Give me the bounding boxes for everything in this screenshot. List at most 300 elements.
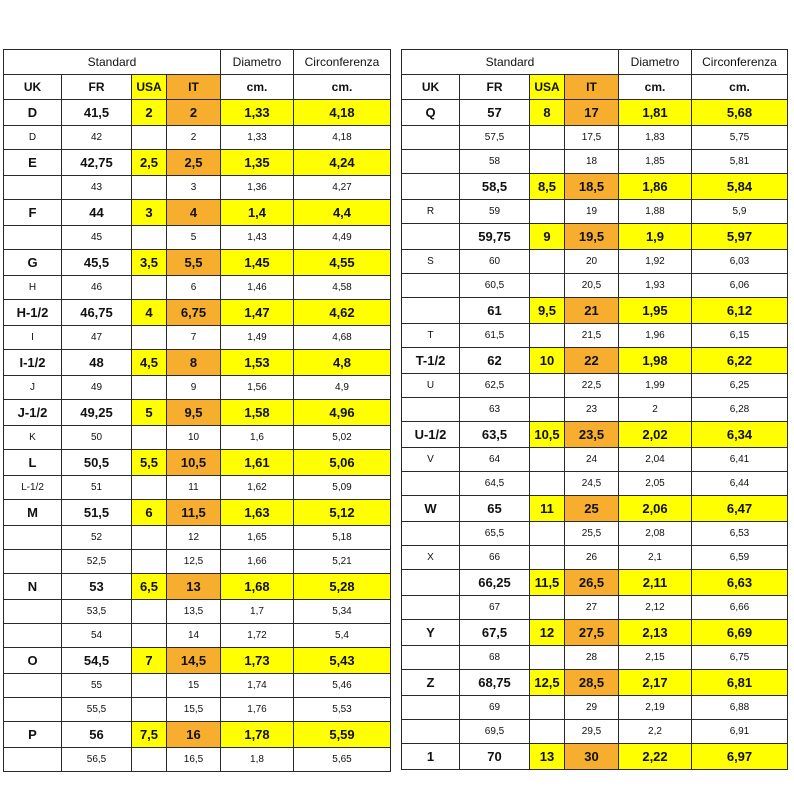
usa-cell <box>132 748 167 772</box>
circonferenza-cell: 6,44 <box>692 472 788 496</box>
diametro-cell: 1,4 <box>221 200 294 226</box>
diametro-cell: 1,43 <box>221 226 294 250</box>
table-row <box>402 324 788 348</box>
diametro-cell: 1,63 <box>221 500 294 526</box>
circonferenza-unit-header: cm. <box>294 75 391 100</box>
table-row <box>402 200 788 224</box>
usa-cell <box>132 426 167 450</box>
table-row <box>4 600 391 624</box>
diametro-cell: 2,06 <box>619 496 692 522</box>
uk-cell: P <box>4 722 62 748</box>
circonferenza-cell: 6,81 <box>692 670 788 696</box>
diametro-cell: 1,93 <box>619 274 692 298</box>
table-row <box>402 570 788 596</box>
table-row <box>4 376 391 400</box>
it-cell: 20,5 <box>565 274 619 298</box>
fr-cell: 53,5 <box>62 600 132 624</box>
it-cell: 5,5 <box>167 250 221 276</box>
circonferenza-cell: 4,18 <box>294 100 391 126</box>
uk-cell <box>402 298 460 324</box>
circonferenza-cell: 4,27 <box>294 176 391 200</box>
table-row <box>402 250 788 274</box>
fr-cell: 53 <box>62 574 132 600</box>
fr-cell: 64 <box>460 448 530 472</box>
fr-cell: 60 <box>460 250 530 274</box>
usa-cell <box>132 550 167 574</box>
circonferenza-cell: 6,59 <box>692 546 788 570</box>
uk-cell: V <box>402 448 460 472</box>
circonferenza-cell: 6,69 <box>692 620 788 646</box>
it-cell: 28,5 <box>565 670 619 696</box>
fr-cell: 65,5 <box>460 522 530 546</box>
usa-cell <box>530 696 565 720</box>
fr-cell: 51 <box>62 476 132 500</box>
it-cell: 15 <box>167 674 221 698</box>
fr-cell: 57 <box>460 100 530 126</box>
uk-cell <box>402 596 460 620</box>
it-cell: 18,5 <box>565 174 619 200</box>
uk-cell: H <box>4 276 62 300</box>
usa-cell: 3 <box>132 200 167 226</box>
fr-cell: 49 <box>62 376 132 400</box>
diametro-cell: 1,6 <box>221 426 294 450</box>
uk-cell: M <box>4 500 62 526</box>
circonferenza-cell: 6,91 <box>692 720 788 744</box>
circonferenza-cell: 4,68 <box>294 326 391 350</box>
table-row <box>4 100 391 126</box>
circonferenza-cell: 4,4 <box>294 200 391 226</box>
header-row-columns <box>402 75 788 100</box>
circonferenza-cell: 6,47 <box>692 496 788 522</box>
circonferenza-cell: 6,97 <box>692 744 788 770</box>
uk-cell: O <box>4 648 62 674</box>
table-row <box>402 596 788 620</box>
diametro-header: Diametro <box>619 50 692 75</box>
usa-cell <box>530 324 565 348</box>
diametro-cell: 1,33 <box>221 100 294 126</box>
it-cell: 17 <box>565 100 619 126</box>
usa-cell: 6 <box>132 500 167 526</box>
uk-cell: H-1/2 <box>4 300 62 326</box>
uk-cell <box>4 624 62 648</box>
usa-cell: 13 <box>530 744 565 770</box>
it-cell: 17,5 <box>565 126 619 150</box>
it-cell: 21 <box>565 298 619 324</box>
usa-cell: 11,5 <box>530 570 565 596</box>
diametro-cell: 1,74 <box>221 674 294 698</box>
table-row <box>402 174 788 200</box>
diametro-cell: 1,47 <box>221 300 294 326</box>
circonferenza-cell: 5,84 <box>692 174 788 200</box>
table-row <box>402 720 788 744</box>
usa-cell <box>530 472 565 496</box>
fr-cell: 47 <box>62 326 132 350</box>
usa-cell <box>132 126 167 150</box>
circonferenza-cell: 4,96 <box>294 400 391 426</box>
fr-column-header: FR <box>460 75 530 100</box>
it-cell: 22 <box>565 348 619 374</box>
usa-cell <box>530 546 565 570</box>
ring-size-table-left <box>3 49 391 772</box>
usa-cell <box>132 600 167 624</box>
circonferenza-unit-header: cm. <box>692 75 788 100</box>
fr-cell: 63,5 <box>460 422 530 448</box>
usa-cell <box>530 596 565 620</box>
it-cell: 2 <box>167 126 221 150</box>
uk-cell: G <box>4 250 62 276</box>
usa-cell: 9 <box>530 224 565 250</box>
circonferenza-cell: 5,34 <box>294 600 391 624</box>
fr-cell: 51,5 <box>62 500 132 526</box>
uk-cell <box>4 526 62 550</box>
fr-cell: 58 <box>460 150 530 174</box>
it-cell: 8 <box>167 350 221 376</box>
uk-cell: J <box>4 376 62 400</box>
uk-cell <box>402 274 460 298</box>
uk-cell: K <box>4 426 62 450</box>
uk-cell <box>4 600 62 624</box>
uk-cell <box>4 176 62 200</box>
uk-cell: Y <box>402 620 460 646</box>
standard-header: Standard <box>4 50 221 75</box>
fr-cell: 59 <box>460 200 530 224</box>
diametro-cell: 1,92 <box>619 250 692 274</box>
uk-cell: U-1/2 <box>402 422 460 448</box>
diametro-cell: 1,45 <box>221 250 294 276</box>
fr-cell: 54 <box>62 624 132 648</box>
circonferenza-cell: 6,12 <box>692 298 788 324</box>
circonferenza-cell: 5,02 <box>294 426 391 450</box>
table-row <box>402 620 788 646</box>
circonferenza-cell: 4,55 <box>294 250 391 276</box>
fr-cell: 59,75 <box>460 224 530 250</box>
table-row <box>402 522 788 546</box>
diametro-cell: 1,96 <box>619 324 692 348</box>
diametro-cell: 2,05 <box>619 472 692 496</box>
circonferenza-cell: 5,65 <box>294 748 391 772</box>
fr-cell: 61 <box>460 298 530 324</box>
circonferenza-cell: 5,75 <box>692 126 788 150</box>
header-row-group <box>4 50 391 75</box>
it-cell: 19,5 <box>565 224 619 250</box>
diametro-cell: 1,78 <box>221 722 294 748</box>
it-cell: 7 <box>167 326 221 350</box>
table-row <box>4 476 391 500</box>
uk-cell <box>402 224 460 250</box>
diametro-cell: 2,13 <box>619 620 692 646</box>
uk-cell: L-1/2 <box>4 476 62 500</box>
it-cell: 27,5 <box>565 620 619 646</box>
table-row <box>4 226 391 250</box>
diametro-cell: 2,17 <box>619 670 692 696</box>
uk-cell <box>402 646 460 670</box>
fr-cell: 64,5 <box>460 472 530 496</box>
usa-cell: 8 <box>530 100 565 126</box>
it-cell: 14 <box>167 624 221 648</box>
it-cell: 9 <box>167 376 221 400</box>
usa-cell: 4,5 <box>132 350 167 376</box>
circonferenza-cell: 6,06 <box>692 274 788 298</box>
uk-cell: T <box>402 324 460 348</box>
usa-cell <box>530 720 565 744</box>
it-cell: 19 <box>565 200 619 224</box>
usa-cell: 4 <box>132 300 167 326</box>
it-cell: 25 <box>565 496 619 522</box>
it-cell: 25,5 <box>565 522 619 546</box>
table-row <box>4 698 391 722</box>
table-row <box>4 748 391 772</box>
it-cell: 16,5 <box>167 748 221 772</box>
table-row <box>4 126 391 150</box>
header-row-group <box>402 50 788 75</box>
usa-cell: 10 <box>530 348 565 374</box>
circonferenza-cell: 5,53 <box>294 698 391 722</box>
diametro-cell: 2,2 <box>619 720 692 744</box>
diametro-cell: 2,22 <box>619 744 692 770</box>
circonferenza-cell: 6,53 <box>692 522 788 546</box>
circonferenza-cell: 6,63 <box>692 570 788 596</box>
fr-cell: 50 <box>62 426 132 450</box>
circonferenza-cell: 5,59 <box>294 722 391 748</box>
circonferenza-cell: 5,06 <box>294 450 391 476</box>
usa-cell <box>530 374 565 398</box>
it-cell: 22,5 <box>565 374 619 398</box>
circonferenza-cell: 4,58 <box>294 276 391 300</box>
it-cell: 12,5 <box>167 550 221 574</box>
table-row <box>4 624 391 648</box>
table-row <box>4 426 391 450</box>
uk-cell: W <box>402 496 460 522</box>
uk-cell: 1 <box>402 744 460 770</box>
usa-cell <box>132 674 167 698</box>
uk-cell: L <box>4 450 62 476</box>
circonferenza-cell: 5,09 <box>294 476 391 500</box>
usa-cell <box>530 250 565 274</box>
table-row <box>4 326 391 350</box>
diametro-cell: 1,86 <box>619 174 692 200</box>
fr-cell: 49,25 <box>62 400 132 426</box>
diametro-unit-header: cm. <box>619 75 692 100</box>
circonferenza-cell: 4,8 <box>294 350 391 376</box>
uk-cell <box>402 126 460 150</box>
fr-cell: 67 <box>460 596 530 620</box>
it-cell: 11,5 <box>167 500 221 526</box>
diametro-cell: 1,58 <box>221 400 294 426</box>
usa-cell: 7,5 <box>132 722 167 748</box>
diametro-cell: 1,88 <box>619 200 692 224</box>
diametro-cell: 1,61 <box>221 450 294 476</box>
table-row <box>402 150 788 174</box>
diametro-cell: 1,56 <box>221 376 294 400</box>
diametro-header: Diametro <box>221 50 294 75</box>
usa-cell <box>132 376 167 400</box>
diametro-cell: 2,12 <box>619 596 692 620</box>
usa-cell <box>530 274 565 298</box>
usa-cell <box>132 326 167 350</box>
fr-cell: 62,5 <box>460 374 530 398</box>
circonferenza-cell: 5,9 <box>692 200 788 224</box>
fr-cell: 46,75 <box>62 300 132 326</box>
uk-column-header: UK <box>4 75 62 100</box>
header-row-columns <box>4 75 391 100</box>
uk-cell: S <box>402 250 460 274</box>
table-row <box>4 648 391 674</box>
table-row <box>402 274 788 298</box>
fr-cell: 55 <box>62 674 132 698</box>
it-cell: 20 <box>565 250 619 274</box>
circonferenza-cell: 5,4 <box>294 624 391 648</box>
diametro-cell: 1,68 <box>221 574 294 600</box>
diametro-cell: 2 <box>619 398 692 422</box>
fr-cell: 67,5 <box>460 620 530 646</box>
usa-cell <box>530 126 565 150</box>
uk-cell <box>4 226 62 250</box>
usa-cell <box>132 226 167 250</box>
it-cell: 27 <box>565 596 619 620</box>
it-cell: 11 <box>167 476 221 500</box>
fr-cell: 48 <box>62 350 132 376</box>
diametro-cell: 2,1 <box>619 546 692 570</box>
usa-cell <box>530 398 565 422</box>
fr-cell: 70 <box>460 744 530 770</box>
table-row <box>4 276 391 300</box>
table-row <box>402 546 788 570</box>
it-cell: 10,5 <box>167 450 221 476</box>
table-row <box>4 574 391 600</box>
usa-cell <box>530 646 565 670</box>
usa-cell <box>132 276 167 300</box>
usa-cell: 5 <box>132 400 167 426</box>
table-row <box>4 176 391 200</box>
it-cell: 14,5 <box>167 648 221 674</box>
circonferenza-cell: 6,25 <box>692 374 788 398</box>
uk-cell: Z <box>402 670 460 696</box>
diametro-cell: 1,9 <box>619 224 692 250</box>
uk-cell: D <box>4 126 62 150</box>
fr-cell: 45,5 <box>62 250 132 276</box>
uk-cell: X <box>402 546 460 570</box>
circonferenza-cell: 4,18 <box>294 126 391 150</box>
it-cell: 18 <box>565 150 619 174</box>
circonferenza-cell: 4,9 <box>294 376 391 400</box>
fr-cell: 42 <box>62 126 132 150</box>
it-cell: 26 <box>565 546 619 570</box>
diametro-cell: 2,11 <box>619 570 692 596</box>
uk-cell: T-1/2 <box>402 348 460 374</box>
fr-cell: 68 <box>460 646 530 670</box>
fr-cell: 69,5 <box>460 720 530 744</box>
it-cell: 30 <box>565 744 619 770</box>
fr-cell: 66 <box>460 546 530 570</box>
usa-cell: 12 <box>530 620 565 646</box>
usa-cell: 12,5 <box>530 670 565 696</box>
circonferenza-cell: 6,03 <box>692 250 788 274</box>
uk-column-header: UK <box>402 75 460 100</box>
fr-cell: 63 <box>460 398 530 422</box>
uk-cell: I-1/2 <box>4 350 62 376</box>
table-row <box>4 526 391 550</box>
table-row <box>4 300 391 326</box>
uk-cell <box>4 674 62 698</box>
fr-cell: 68,75 <box>460 670 530 696</box>
circonferenza-cell: 5,21 <box>294 550 391 574</box>
diametro-cell: 1,83 <box>619 126 692 150</box>
diametro-cell: 1,53 <box>221 350 294 376</box>
it-column-header: IT <box>167 75 221 100</box>
standard-header: Standard <box>402 50 619 75</box>
circonferenza-cell: 4,62 <box>294 300 391 326</box>
table-row <box>402 374 788 398</box>
fr-cell: 62 <box>460 348 530 374</box>
usa-cell: 8,5 <box>530 174 565 200</box>
usa-cell: 2,5 <box>132 150 167 176</box>
uk-cell <box>4 550 62 574</box>
table-row <box>402 496 788 522</box>
it-column-header: IT <box>565 75 619 100</box>
usa-cell <box>132 176 167 200</box>
it-cell: 24,5 <box>565 472 619 496</box>
uk-cell: Q <box>402 100 460 126</box>
usa-cell <box>530 150 565 174</box>
fr-cell: 50,5 <box>62 450 132 476</box>
diametro-cell: 1,85 <box>619 150 692 174</box>
table-row <box>402 744 788 770</box>
usa-cell <box>132 698 167 722</box>
it-cell: 23 <box>565 398 619 422</box>
table-row <box>402 348 788 374</box>
table-row <box>4 500 391 526</box>
fr-cell: 41,5 <box>62 100 132 126</box>
usa-cell: 5,5 <box>132 450 167 476</box>
table-row <box>4 150 391 176</box>
it-cell: 6 <box>167 276 221 300</box>
it-cell: 2,5 <box>167 150 221 176</box>
uk-cell: D <box>4 100 62 126</box>
circonferenza-cell: 5,46 <box>294 674 391 698</box>
fr-cell: 54,5 <box>62 648 132 674</box>
circonferenza-header: Circonferenza <box>692 50 788 75</box>
fr-cell: 42,75 <box>62 150 132 176</box>
table-row <box>4 200 391 226</box>
fr-cell: 61,5 <box>460 324 530 348</box>
diametro-cell: 1,36 <box>221 176 294 200</box>
table-row <box>4 350 391 376</box>
circonferenza-cell: 5,28 <box>294 574 391 600</box>
table-row <box>4 722 391 748</box>
diametro-cell: 1,66 <box>221 550 294 574</box>
circonferenza-cell: 6,28 <box>692 398 788 422</box>
diametro-cell: 2,04 <box>619 448 692 472</box>
fr-cell: 45 <box>62 226 132 250</box>
uk-cell: R <box>402 200 460 224</box>
usa-cell <box>530 522 565 546</box>
it-cell: 12 <box>167 526 221 550</box>
table-row <box>402 224 788 250</box>
uk-cell <box>402 696 460 720</box>
it-cell: 5 <box>167 226 221 250</box>
circonferenza-cell: 5,43 <box>294 648 391 674</box>
fr-cell: 58,5 <box>460 174 530 200</box>
fr-cell: 60,5 <box>460 274 530 298</box>
usa-cell: 6,5 <box>132 574 167 600</box>
usa-column-header: USA <box>132 75 167 100</box>
diametro-cell: 1,62 <box>221 476 294 500</box>
table-row <box>402 298 788 324</box>
circonferenza-cell: 4,49 <box>294 226 391 250</box>
diametro-cell: 1,49 <box>221 326 294 350</box>
table-row <box>402 398 788 422</box>
table-row <box>4 674 391 698</box>
